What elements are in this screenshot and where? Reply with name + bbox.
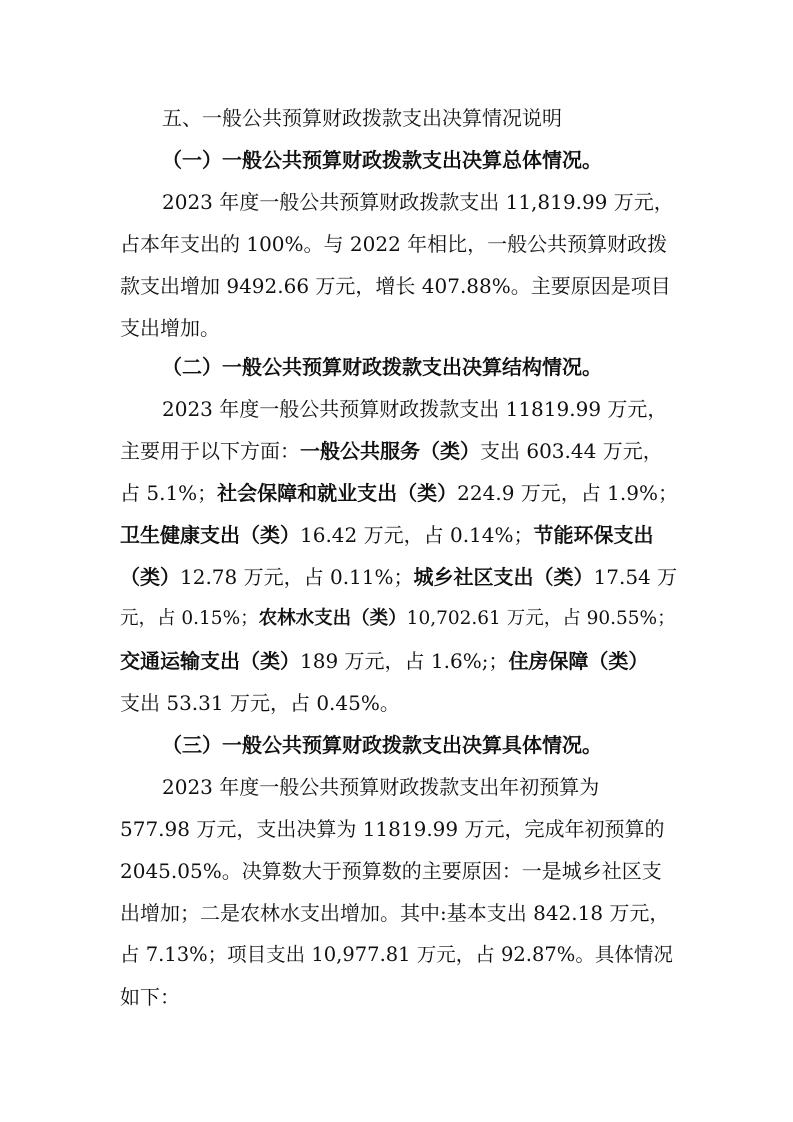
sub3-line-6: 如下： [120, 985, 180, 1009]
sub2-heading: （二）一般公共预算财政拨款支出决算结构情况。 [162, 355, 602, 379]
sub1-line-4: 支出增加。 [120, 316, 220, 340]
sub3-line-2: 577.98 万元，支出决算为 11819.99 万元，完成年初预算的 [120, 817, 665, 841]
sub2-line-7 [120, 649, 680, 673]
text: 占 5.1%； [120, 481, 218, 505]
sub3-line-5: 占 7.13%；项目支出 10,977.81 万元，占 92.87%。具体情况 [120, 943, 673, 966]
text: 主要用于以下方面： [120, 439, 300, 463]
text: 16.42 万元，占 0.14%； [300, 523, 534, 547]
category-label: （类） [120, 565, 180, 589]
sub2-line-6 [120, 607, 680, 631]
sub2-line-3 [120, 481, 680, 505]
sub2-line-2 [120, 439, 680, 463]
sub3-line-3: 2045.05%。决算数大于预算数的主要原因：一是城乡社区支 [120, 859, 662, 883]
text: 支出 603.44 万元， [480, 439, 663, 463]
sub1-line-1: 2023 年度一般公共预算财政拨款支出 11,819.99 万元， [162, 190, 674, 214]
text: 元，占 0.15%； [120, 608, 259, 629]
sub2-line-5 [120, 565, 680, 589]
sub3-line-4: 出增加；二是农林水支出增加。其中:基本支出 842.18 万元， [120, 901, 670, 925]
category-urban-rural: 城乡社区支出（类） [413, 565, 594, 589]
sub1-heading: （一）一般公共预算财政拨款支出决算总体情况。 [162, 148, 602, 172]
text: 12.78 万元，占 0.11%； [180, 565, 414, 589]
category-housing: 住房保障（类） [508, 649, 649, 673]
sub3-heading: （三）一般公共预算财政拨款支出决算具体情况。 [162, 733, 602, 757]
section-title: 五、一般公共预算财政拨款支出决算情况说明 [162, 106, 562, 130]
sub1-line-3: 款支出增加 9492.66 万元，增长 407.88%。主要原因是项目 [120, 274, 671, 298]
text: 10,702.61 万元，占 90.55%； [406, 608, 676, 629]
text: 224.9 万元，占 1.9%； [457, 481, 678, 505]
category-health: 卫生健康支出（类） [120, 523, 300, 547]
sub3-line-1: 2023 年度一般公共预算财政拨款支出年初预算为 [162, 775, 600, 799]
category-transport: 交通运输支出（类） [120, 649, 300, 673]
category-general-public-services: 一般公共服务（类） [300, 439, 480, 463]
sub2-line-1: 2023 年度一般公共预算财政拨款支出 11819.99 万元， [162, 397, 668, 421]
category-social-security: 社会保障和就业支出（类） [217, 481, 458, 505]
sub1-line-2: 占本年支出的 100%。与 2022 年相比，一般公共预算财政拨 [120, 232, 668, 256]
category-energy-environment: 节能环保支出 [533, 523, 654, 547]
text: 189 万元，占 1.6%;； [300, 649, 509, 673]
text: 17.54 万 [593, 565, 678, 589]
category-agriculture: 农林水支出（类） [258, 608, 407, 629]
sub2-line-4 [120, 523, 680, 547]
sub2-line-8: 支出 53.31 万元，占 0.45%。 [120, 691, 400, 715]
